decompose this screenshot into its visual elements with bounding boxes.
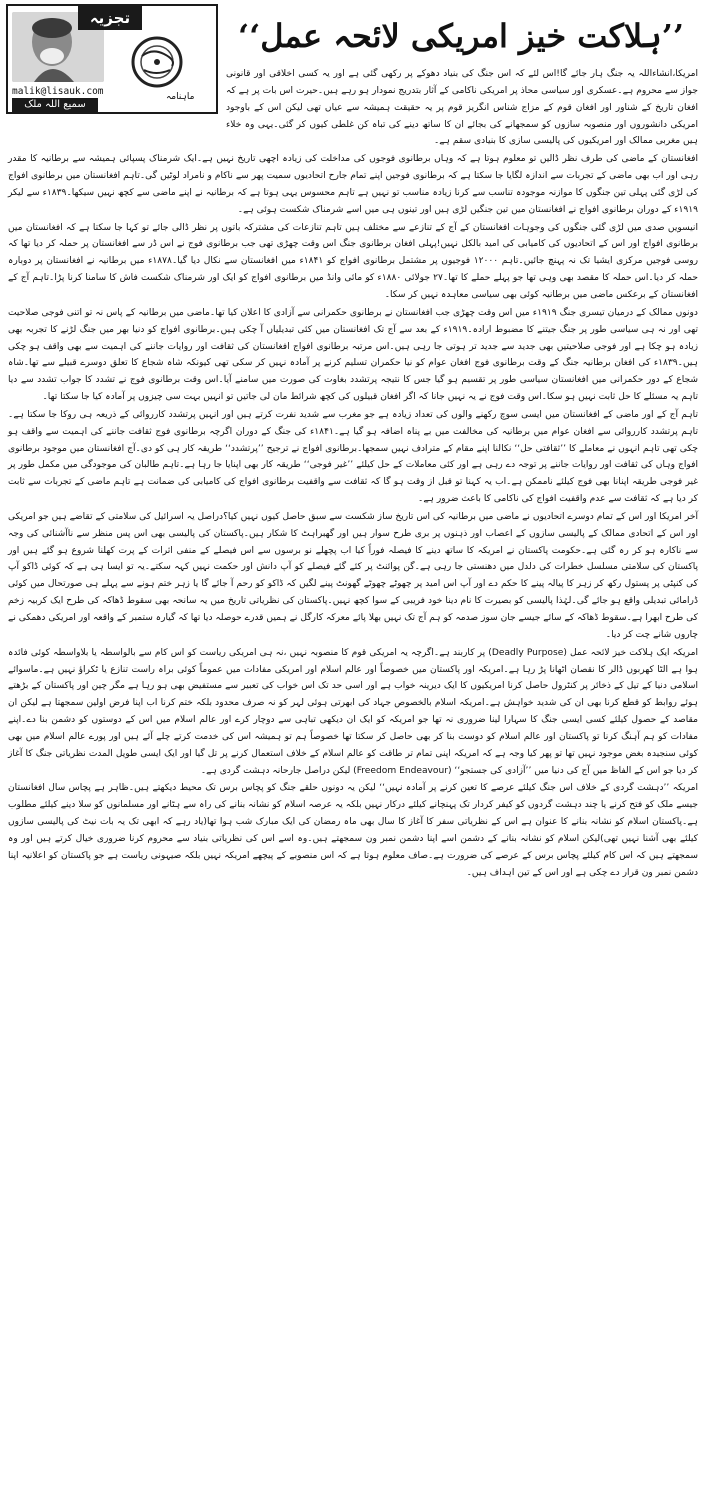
author-email: malik@lisauk.com <box>12 86 104 97</box>
article-paragraph: آخر امریکا اور اس کے تمام دوسرے اتحادیوں نے ماضی میں برطانیہ کی اس تاریخ ساز شکست سے سبق حاصل کیوں نہیں کیا؟دراصل یہ اسرائیل کی سلامتی کے تقاضے ہیں جو امریکی اور اس کے اتحادی ممالک کے پالیسی سازوں کے اعصاب اور ذہنوں پر بری طرح سوار ہیں اور گھبراہٹ کا شکار ہیں۔پاکستان کی پالیسی بھی اس پس منظر سے ناآشنائی کی وجہ سے ناکارہ ہو کر رہ گئی ہے۔حکومت پاکستان نے امریکہ کا ساتھ دینے کا فیصلہ فوراً کیا اب پچھلے نو برسوں سے اس فیصلے کے منفی اثرات کے پرت کھلنا شروع ہو گئے ہیں اور پاکستان کی سلامتی مسلسل خطرات کی دلدل میں دھنستی جا رہی ہے۔گن پوائنٹ پر کئے گئے فیصلے کو آپ دانش اور حکمت نہیں کہہ سکتے۔یہ تو ایسا ہی ہے کہ کوئی ڈاکو آپ کی کنپٹی پر پستول رکھ کر زہر کا پیالہ پینے کا حکم دے اور آپ اس امید پر چھوٹے چھوٹے گھونٹ پینے لگیں کہ ڈاکو کو رحم آ جائے گا یا زہر ختم ہونے سے پہلے ہی صورتحال میں کوئی ڈرامائی تبدیلی واقع ہو جائے گی۔لہٰذا پالیسی کو بصیرت کا نام دینا خود فریبی کے سوا کچھ نہیں۔پاکستان کی نظریاتی تاریخ میں یہ سانحہ بھی سقوط ڈھاکہ کی طرح ایک کربیہ زخم کی طرح ابھرا ہے۔سقوط ڈھاکہ کے سائے جیسے جان سوز صدمہ کو ہم آج تک نہیں بھلا پائے معرکہ کارگل نے ہمیں قدرے حوصلہ دیا تھا کہ گیارہ ستمبر کے واقعہ اور امریکی دھمکی نے چاروں شانے چت کر دیا۔ <box>8 511 698 640</box>
article-paragraph: امریکہ ایک ہلاکت خیز لائحہ عمل (Deadly Purpose) پر کاربند ہے۔اگرچہ یہ امریکی قوم کا منصوبہ نہیں ،نہ ہی امریکی ریاست کو اس کام سے بالواسطہ یا بلاواسطہ کوئی فائدہ ہوا ہے الٹا کھربوں ڈالر کا نقصان اٹھانا پڑ رہا ہے۔امریکہ اور پاکستان میں خصوصاً اور عالم اسلام اور امریکی مفادات میں عموماً کوئی براہ راست تنازع یا ٹکراؤ نہیں ہے۔ماسوائے اسلامی دنیا کے تیل کے ذخائر پر کنٹرول حاصل کرنا امریکیوں کا ایک دیرینہ خواب ہے اور اسی حد تک اس خواب کی تعبیر سے مستفیض بھی ہو رہا ہے مگر چین اور پاکستان کے بڑھتے ہوئے روابط کو قطع کرنا بھی ان کی شدید خواہش ہے۔امریکہ اسلام بالخصوص جہاد کی ابھرتی ہوئی لہر کو نہ صرف محدود بلکہ ختم کرنا اب اپنا فرض اولین سمجھتا ہے لیکن ان مقاصد کے حصول کیلئے کسی ایسی جنگ کا سہارا لینا ضروری نہ تھا جو امریکہ کو ایک ان دیکھی تباہی سے دوچار کرے اور عالم اسلام میں اس کے دوستوں کو دشمن بنا دے۔اپنے مفادات کو ہم آہنگ کرنا تو پاکستان اور عالم اسلام کو دوست بنا کر بھی حاصل کر سکتا تھا خصوصاً ہم تو ہمیشہ اس کی خدمت کرتے چلے آئے ہیں اور پورے عالم اسلام میں بھی کوئی سنجیدہ بغض موجود نہیں تھا تو پھر کیا وجہ ہے کہ امریکہ اپنی تمام تر طاقت کو عالم اسلام کے خلاف استعمال کرنے پر تل گیا اور ایک ایسی طویل المدت نظریاتی جنگ کا آغاز کر دیا جو اس کے الفاظ میں آج کی دنیا میں ’’آزادی کی جستجو‘‘ (Freedom Endeavour) لیکن دراصل جارحانہ دہشت گردی ہے۔ <box>8 647 698 776</box>
section-tag: تجزیہ <box>78 6 142 30</box>
article-body <box>8 66 698 883</box>
article-paragraph: امریکہ ’’دہشت گردی کے خلاف اس جنگ کیلئے عرصے کا تعین کرنے پر آمادہ نہیں‘‘ لیکن یہ دونوں حلقے جنگ کو پچاس برس تک محیط دیکھتے ہیں۔ظاہر ہے پچاس سال افغانستان جیسے ملک کو فتح کرنے یا چند دہشت گردوں کو کیفر کردار تک پہنچانے کیلئے درکار نہیں بلکہ یہ عرصہ اسلام کو نشانہ بنانے کی راہ سے ہٹانے اور مسلمانوں کو سلا دینے کیلئے مطلوب ہے۔پاکستان اسلام کو نشانہ بنانے کا عنوان ہے اس کے نظریاتی سفر کا آغاز کا سال بھی ماہ رمضان کی ایک مبارک شب ہوا تھا(یاد رہے کہ ابھی تک یہ بات نیٹ کی پالیسی سازوں کیلئے بھی آشنا نہیں تھی)لیکن اسلام کو نشانہ بنانے کے دشمن اسے اپنا دشمن نمبر ون سمجھتے ہیں۔وہ اسے اس کی نظریاتی بنیاد سے محروم کرنا ضروری خیال کرتے ہیں اور وہ سمجھتے ہیں کہ اس کام کیلئے پچاس برس کے عرصے کی ضرورت ہے۔صاف معلوم ہوتا ہے کہ اس منصوبے کے پیچھے امریکہ نہیں بلکہ صیہونی ریاست ہے جو پاکستان کو اعلانیہ اپنا دشمن نمبر ون قرار دے چکی ہے اور اس کے تین اہداف ہیں۔ <box>8 783 698 878</box>
article-paragraph: انیسویں صدی میں لڑی گئی جنگوں کی وجوہات افغانستان کے آج کے تنازعے سے مختلف ہیں تاہم تنازعات کی مشترکہ باتوں پر نظر ڈالی جائے تو کہا جا سکتا ہے کہ افغانستان میں برطانوی افواج اور اس کے اتحادیوں کی کامیابی کی امید بالکل نہیں!پہلی افغان برطانوی جنگ اس وقت چھڑی تھی جب برطانوی فوج نے اس ڈر سے افغانستان پر حملہ کر دیا تھا کہ روسی فوجیں مرکزی ایشیا تک نہ پہنچ جائیں۔تاہم ۱۲۰۰۰ فوجیوں پر مشتمل برطانوی افواج کو ۱۸۴۱ء میں افغانستان سے نکال دیا گیا۔۱۸۷۸ء میں برطانیہ نے افغانستان پر دوبارہ حملہ کر دیا۔اس حملہ کا مقصد بھی وہی تھا جو پہلے حملے کا تھا۔۲۷ جولائی ۱۸۸۰ء کو مائی وانڈ میں برطانوی افواج کو ایک اور شرمناک شکست فاش کا سامنا کرنا پڑا۔تاہم آج کے افغانستان کے برعکس ماضی میں برطانیہ کوئی بھی سیاسی معاہدہ نہیں کر سکا۔ <box>8 222 698 300</box>
emblem-label: ماہنامہ <box>166 92 195 102</box>
article-paragraph: دونوں ممالک کے درمیان تیسری جنگ ۱۹۱۹ء میں اس وقت چھڑی جب افغانستان نے برطانوی حکمرانی سے آزادی کا اعلان کیا تھا۔ماضی میں برطانیہ کے پاس نہ تو اتنی فوجی صلاحیت تھی اور نہ ہی سیاسی طور پر جنگ جیتنے کا مضبوط ارادہ۔۱۹۱۹ء کے بعد سے آج تک افغانستان میں کئی تبدیلیاں آ چکی ہیں۔برطانوی افواج کو دنیا بھر میں جنگ لڑنے کا تجربہ بھی زیادہ ہو چکا ہے اور فوجی صلاحیتیں بھی جدید سے جدید تر ہوتی جا رہی ہیں۔اس مرتبہ برطانوی افواج افغانستان کی ثقافت اور روایات جاننے کی اہمیت سے بھی واقف ہو چکی ہیں۔۱۸۳۹ء کی افغان برطانیہ جنگ کے وقت برطانوی فوج افغان عوام کو نیا حکمران تسلیم کرنے پر آمادہ نہیں کر سکی تھی کیونکہ شاہ شجاع کا تعلق دوسرے قبیلے سے تھا۔شاہ شجاع کے دور حکمرانی میں افغانستان سیاسی طور پر تقسیم ہو گیا جس کا نتیجہ پرتشدد بغاوت کی صورت میں سامنے آیا۔اس وقت برطانوی فوج نے تشدد کا جواب تشدد سے دیا تاہم یہ مسئلے کا حل ثابت نہیں ہو سکا۔اس وقت فوج نے یہ نہیں جانا کہ اگر افغان قبیلوں کی کچھ شرائط مان لی جاتیں تو انہیں بہت سی چیزوں پر آمادہ کیا جا سکتا تھا۔ <box>8 307 698 403</box>
article-paragraph: تاہم آج کے اور ماضی کے افغانستان میں ایسی سوچ رکھنے والوں کی تعداد زیادہ ہے جو مغرب سے شدید نفرت کرتے ہیں اور انہیں پرتشدد کارروائی کے ذریعہ ہی روکا جا سکتا ہے۔تاہم پرتشدد کارروائی سے افغان عوام میں برطانیہ کی مخالفت میں بے پناہ اضافہ ہو گیا ہے۔۱۸۴۱ء کی جنگ کے دوران اگرچہ برطانوی فوج ثقافت جاننے کی اہمیت سے واقف ہو چکی تھی تاہم انہوں نے معاملے کا ’’ثقافتی حل‘‘ نکالنا اپنے مقام کے مترادف نہیں سمجھا۔برطانوی افواج نے ترجیح ’’پرتشدد‘‘ طریقہ کار ہی کو دی۔آج افغانستان میں موجود برطانوی افواج وہاں کی ثقافت اور روایات جاننے پر توجہ دے رہی ہے اور کئی معاملات کے حل کیلئے ’’غیر فوجی‘‘ طریقہ کار بھی اپنایا جا رہا ہے۔تاہم طالبان کی موجودگی میں مکمل طور پر غیر فوجی طریقہ اپنانا بھی فوج کیلئے ناممکن ہے۔اب یہ کہنا تو قبل از وقت ہو گا کہ ثقافت سے واقفیت برطانوی افواج کی کامیابی کی ضمانت ہے تاہم ماضی کے تجربات سے ثابت کر دیا ہے کہ ثقافت سے عدم واقفیت افواج کی ناکامی کا باعث ضرور ہے۔ <box>8 409 698 505</box>
article-paragraph: افغانستان کے ماضی کی طرف نظر ڈالیں تو معلوم ہوتا ہے کہ وہاں برطانوی فوجوں کی مداخلت کی زیادہ اچھی تاریخ نہیں ہے۔ایک شرمناک پسپائی ہمیشہ سے برطانیہ کا مقدر رہی اور اب بھی ماضی کے تجربات سے اندازہ لگایا جا سکتا ہے کہ برطانوی فوجیں اپنے تمام جارح اتحادیوں سمیت پھر سے ناکام و نامراد لوٹیں گی۔تاہم افغانستان میں برطانوی افواج کی لڑی گئی پہلی تین جنگوں کا موازنہ موجودہ تناسب سے کرنا زیادہ مناسب تو نہیں ہے تاہم محسوس یہی ہوتا ہے کہ برطانیہ نے اپنے ماضی سے کچھ نہیں سیکھا۔۱۸۳۹ء سے لیکر ۱۹۱۹ء کے دوران برطانوی افواج نے افغانستان میں تین جنگیں لڑی ہیں اور تینوں ہی میں اسے شرمناک شکست ہوئی ہے۔ <box>8 154 699 215</box>
headline: ’’ہلاکت خیز امریکی لائحہ عمل‘‘ <box>237 17 685 55</box>
article-paragraph: امریکا،انشاءاللہ یہ جنگ ہار جائے گا!اس لئے کہ اس جنگ کی بنیاد دھوکے پر رکھی گئی ہے اور یہ کسی اخلاقی اور قانونی جواز سے محروم ہے۔عسکری اور سیاسی محاذ پر امریکی ناکامی کے آثار بتدریج نمودار ہو رہے ہیں۔حیرت اس بات پر ہے کہ افغان تاریخ کے شناور اور افغان قوم کے مزاج شناس انگریز قوم پر یہ حقیقت ہمیشہ سے عیاں تھی لیکن اس کے باوجود امریکی دانشوروں اور منصوبہ سازوں کو سمجھانے کی بجائے ان کا ساتھ دینے کی تباہ کن غلطی کیوں کر گئی۔یہی وہ خلاء ہیں مغربی ممالک اور امریکیوں کی پالیسی سازی کا بنیادی سقم ہے۔ <box>226 69 698 147</box>
author-name: سمیع اللہ ملک <box>12 98 98 112</box>
